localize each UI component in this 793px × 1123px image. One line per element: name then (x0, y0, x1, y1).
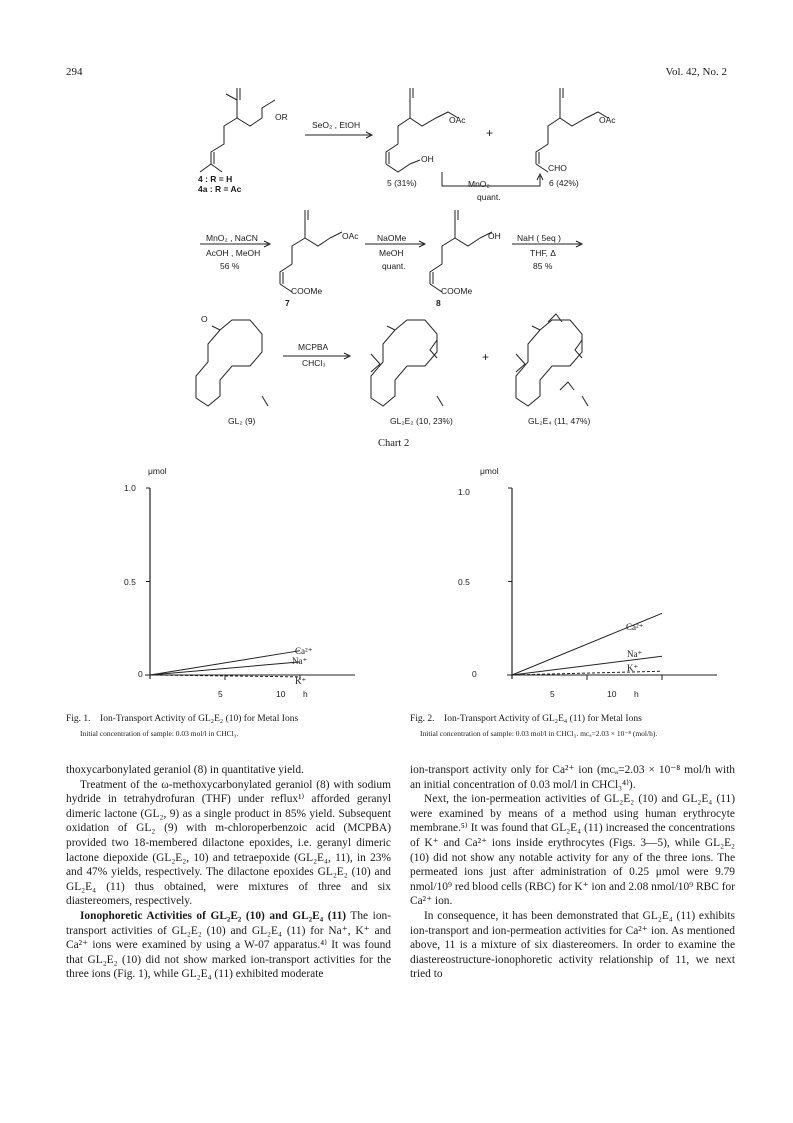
paragraph: In consequence, it has been demonstrated that GL₂E₄ (11) exhibits ion-transport and ion-permeation activities for Ca²⁺ ion. As mentioned above, 11 is a mixture of six diastereomers. In order to examine the diastereostructure-ionophoretic activity relationship of 11, we next tried to (410, 909, 735, 981)
right-column (410, 763, 735, 982)
fig1-plot (105, 470, 405, 710)
paragraph: Treatment of the ω-methoxycarbonylated geraniol (8) with sodium hydride in tetrahydrofuran (THF) under reflux¹⁾ afforded geranyl dimeric lactone (GL₂, 9) as a single product in 85% yield. Subsequent oxidation of GL₂ (9) with m-chloroperbenzoic acid (MCPBA) provided two 18-membered dilactone epoxides, i.e. geranyl dimeric lactone diepoxide (GL₂E₂, 10) and tetraepoxide (GL₂E₄, 11), in 23% and 47% yields, respectively. The dilactone epoxides GL₂E₂ (10) and GL₂E₄ (11) thus obtained, were mixtures of three and six diastereomers, respectively. (66, 778, 391, 908)
quant-label-2: quant. (382, 261, 406, 271)
meoh-reagent: MeOH (379, 248, 404, 258)
seo2-reagent: SeO₂ , EtOH (312, 120, 361, 130)
plus-sign: + (486, 126, 494, 140)
fig1-na-label: Na⁺ (292, 656, 308, 666)
mno2-reagent: MnO₂ (468, 179, 490, 189)
nah-reagent: NaH ( 5eq ) (517, 233, 561, 243)
or-label: OR (275, 112, 288, 122)
cho-label: CHO (548, 163, 567, 173)
fig2-xunit: h (634, 689, 639, 699)
fig2-ytick-0: 0 (472, 669, 477, 679)
coome-label-7: COOMe (291, 286, 323, 296)
compound-8-label: 8 (436, 298, 441, 308)
fig2-ytick-1: 1.0 (458, 487, 470, 497)
series-line-1 (150, 662, 300, 675)
fig2-caption: Fig. 2. Ion-Transport Activity of GL₂E₄ (11) for Metal Ions (410, 714, 642, 724)
paragraph: thoxycarbonylated geraniol (8) in quantitative yield. (66, 764, 304, 776)
naome-reagent: NaOMe (377, 233, 407, 243)
coome-label-8: COOMe (441, 286, 473, 296)
compound-7-label: 7 (285, 298, 290, 308)
compound-6-label: 6 (42%) (549, 178, 579, 188)
oac-label-5: OAc (449, 115, 466, 125)
paragraph (66, 909, 391, 982)
oh-label-8: OH (488, 231, 501, 241)
fig2-xtick-5: 5 (550, 689, 555, 699)
mcpba-reagent: MCPBA (298, 342, 329, 352)
section-heading: Ionophoretic Activities of GL₂E₂ (10) and GL₂E₄ (11) (80, 909, 347, 922)
yield-85: 85 % (533, 261, 553, 271)
journal-volume: Vol. 42, No. 2 (665, 66, 727, 78)
fig1-caption: Fig. 1. Ion-Transport Activity of GL₂E₂ (10) for Metal Ions (66, 714, 299, 724)
compound-5-label: 5 (31%) (387, 178, 417, 188)
fig1-k-label: K⁺ (295, 676, 307, 686)
fig2-ylabel: μmol (480, 466, 499, 476)
paragraph: ion-transport activity only for Ca²⁺ ion (mᴄₐ=2.03 × 10⁻⁸ mol/h with an initial concentration of 0.03 mol/l in CHCl₃⁴⁾). (410, 764, 735, 791)
page-number: 294 (66, 66, 83, 78)
oh-label-5: OH (421, 154, 434, 164)
fig2-note: Initial concentration of sample: 0.03 mol/l in CHCl₃. mᴄₐ=2.03 × 10⁻⁸ (mol/h). (420, 729, 658, 738)
chcl3-reagent: CHCl₃ (302, 358, 326, 368)
mno2-nacn-reagent: MnO₂ , NaCN (206, 233, 258, 243)
oac-label-7: OAc (342, 231, 359, 241)
yield-56: 56 % (220, 261, 240, 271)
paragraph-text: The ion-transport activities of GL₂E₂ (10) and GL₂E₄ (11) for Na⁺, K⁺ and Ca²⁺ ions were examined by using a W-07 apparatus.⁴⁾ It was found that GL₂E₂ (10) did not show marked ion-transport activities for the three ions (Fig. 1), while GL₂E₄ (11) exhibited moderate (66, 909, 391, 981)
oac-label-6: OAc (599, 115, 616, 125)
fig1-note: Initial concentration of sample: 0.03 mol/l in CHCl₃. (80, 729, 239, 738)
left-column (66, 763, 391, 982)
plus-sign-2: + (482, 350, 490, 364)
fig1-ylabel: μmol (148, 466, 167, 476)
fig2-ytick-05: 0.5 (458, 577, 470, 587)
fig1-xunit: h (303, 689, 308, 699)
compound-4-label: 4 : R = H (198, 174, 233, 184)
scheme-drawing (0, 0, 793, 440)
fig2-na-label: Na⁺ (627, 649, 643, 659)
series-line-0 (150, 651, 300, 675)
fig1-ytick-05: 0.5 (124, 577, 136, 587)
fig2-k-label: K⁺ (627, 663, 639, 673)
fig1-ca-label: Ca²⁺ (295, 646, 313, 656)
lactone-oxygen-label: O (201, 314, 208, 324)
fig1-ytick-0: 0 (138, 669, 143, 679)
thf-reagent: THF, Δ (530, 248, 556, 258)
paragraph: Next, the ion-permeation activities of GL₂E₂ (10) and GL₂E₄ (11) were examined by means of a method using human erythrocyte membrane.⁵⁾ It was found that GL₂E₄ (11) increased the concentrations of K⁺ and Ca²⁺ ions inside erythrocytes (Figs. 3—5), while GL₂E₂ (10) did not show any notable activity for any of the three ions. The permeated ions just after administration of 0.25 μmol were 9.79 nmol/10⁹ red blood cells (RBC) for K⁺ ion and 2.08 nmol/10⁹ RBC for Ca²⁺ ion. (410, 793, 735, 908)
compound-4a-label: 4a : R = Ac (198, 184, 242, 194)
fig1-xtick-5: 5 (218, 689, 223, 699)
fig2-ca-label: Ca²⁺ (626, 622, 644, 632)
fig1-xtick-10: 10 (276, 689, 286, 699)
gl2e4-label: GL₂E₄ (11, 47%) (528, 416, 591, 426)
fig2-xtick-10: 10 (607, 689, 617, 699)
fig2-plot (467, 470, 767, 710)
acoh-meoh-reagent: AcOH , MeOH (206, 248, 261, 258)
fig1-ytick-1: 1.0 (124, 483, 136, 493)
gl2e2-label: GL₂E₂ (10, 23%) (390, 416, 453, 426)
gl2-label: GL₂ (9) (228, 416, 256, 426)
chart-2-label: Chart 2 (378, 438, 410, 449)
quant-label-1: quant. (477, 192, 501, 202)
